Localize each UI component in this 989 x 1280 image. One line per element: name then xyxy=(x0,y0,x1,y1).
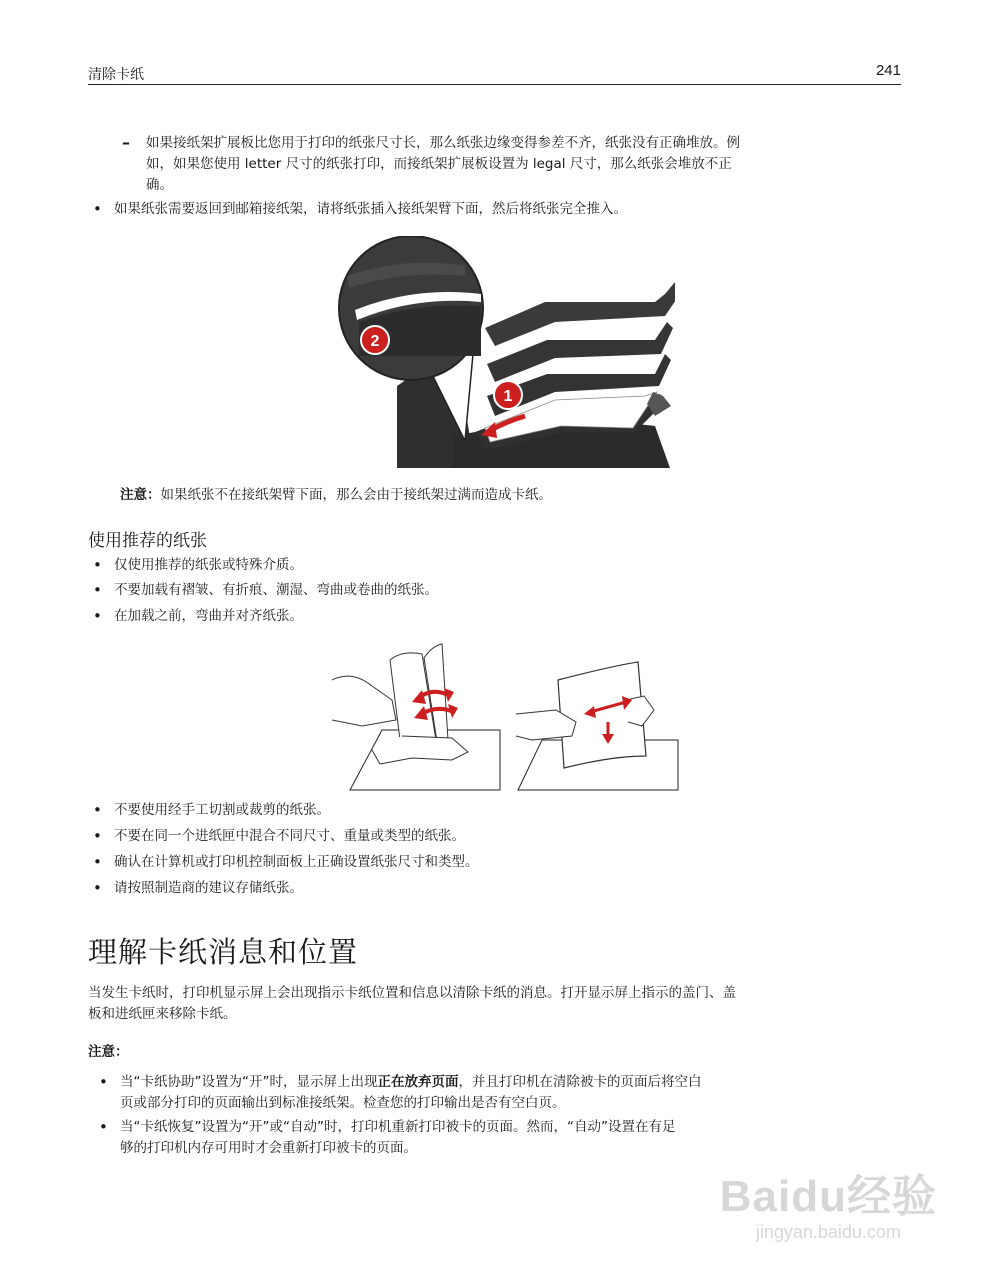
page-header xyxy=(88,62,901,85)
list-item: • 不要使用经手工切割或裁剪的纸张。 xyxy=(114,800,894,821)
dash-line-2: 如，如果您使用 letter 尺寸的纸张打印，而接纸架扩展板设置为 legal 尺寸，那么纸张会堆放不正 xyxy=(146,156,732,172)
page-number: 241 xyxy=(875,62,901,79)
jam-intro-paragraph xyxy=(88,983,903,1025)
note-text: 页或部分打印的页面输出到标准接纸架。检查您的打印输出是否有空白页。 xyxy=(120,1095,566,1111)
output-bin-illustration xyxy=(335,236,675,468)
list-item: • 仅使用推荐的纸张或特殊介质。 xyxy=(114,555,894,576)
note-text: 够的打印机内存可用时才会重新打印被卡的页面。 xyxy=(120,1140,417,1156)
paragraph-line-1: 当发生卡纸时，打印机显示屏上会出现指示卡纸位置和信息以清除卡纸的消息。打开显示屏上指示的盖门、盖 xyxy=(88,985,736,1001)
note-label: 注意： xyxy=(120,487,161,503)
list-item: • 确认在计算机或打印机控制面板上正确设置纸张尺寸和类型。 xyxy=(114,852,894,873)
list-item: • 不要在同一个进纸匣中混合不同尺寸、重量或类型的纸张。 xyxy=(114,826,894,847)
flex-paper-illustration xyxy=(332,640,682,792)
section-heading-jam-messages: 理解卡纸消息和位置 xyxy=(88,935,359,969)
list-item: • 不要加载有褶皱、有折痕、潮湿、弯曲或卷曲的纸张。 xyxy=(114,580,894,601)
section-heading-recommended-paper: 使用推荐的纸张 xyxy=(88,531,207,551)
note-item-jam-recovery xyxy=(120,1117,905,1159)
dash-line-1: – 如果接纸架扩展板比您用于打印的纸张尺寸长，那么纸张边缘变得参差不齐，纸张没有正确堆放。例 xyxy=(146,135,740,151)
note-text: • 当“卡纸恢复”设置为“开”或“自动”时，打印机重新打印被卡的页面。然而，“自动”设置在有足 xyxy=(120,1119,676,1135)
note-item-jam-assist xyxy=(120,1072,905,1114)
callout-1-label: 1 xyxy=(503,388,513,405)
list-item: • 在加载之前，弯曲并对齐纸张。 xyxy=(114,606,894,627)
header-title: 清除卡纸 xyxy=(88,67,144,83)
note-text: ，并且打印机在清除被卡的页面后将空白 xyxy=(458,1074,702,1090)
watermark-brand: Baidu经验 xyxy=(719,1172,937,1221)
paragraph-line-2: 板和进纸匣来移除卡纸。 xyxy=(88,1006,237,1022)
abandoning-page-message: 正在放弃页面 xyxy=(377,1074,459,1090)
list-item: • 请按照制造商的建议存储纸张。 xyxy=(114,878,894,899)
watermark-url: jingyan.baidu.com xyxy=(755,1222,901,1242)
dash-line-3: 确。 xyxy=(146,177,173,193)
dash-item-extension xyxy=(146,133,906,196)
note-paper-under-arm xyxy=(120,485,900,506)
notes-label: 注意： xyxy=(88,1044,129,1060)
note-text: 当“卡纸协助”设置为“开”时，显示屏上出现 xyxy=(120,1074,378,1090)
callout-2-label: 2 xyxy=(370,333,380,350)
note-text: 如果纸张不在接纸架臂下面，那么会由于接纸架过满而造成卡纸。 xyxy=(160,487,552,503)
baidu-watermark xyxy=(720,1160,937,1243)
bullet-return-paper: • 如果纸张需要返回到邮箱接纸架，请将纸张插入接纸架臂下面，然后将纸张完全推入。 xyxy=(114,199,904,220)
